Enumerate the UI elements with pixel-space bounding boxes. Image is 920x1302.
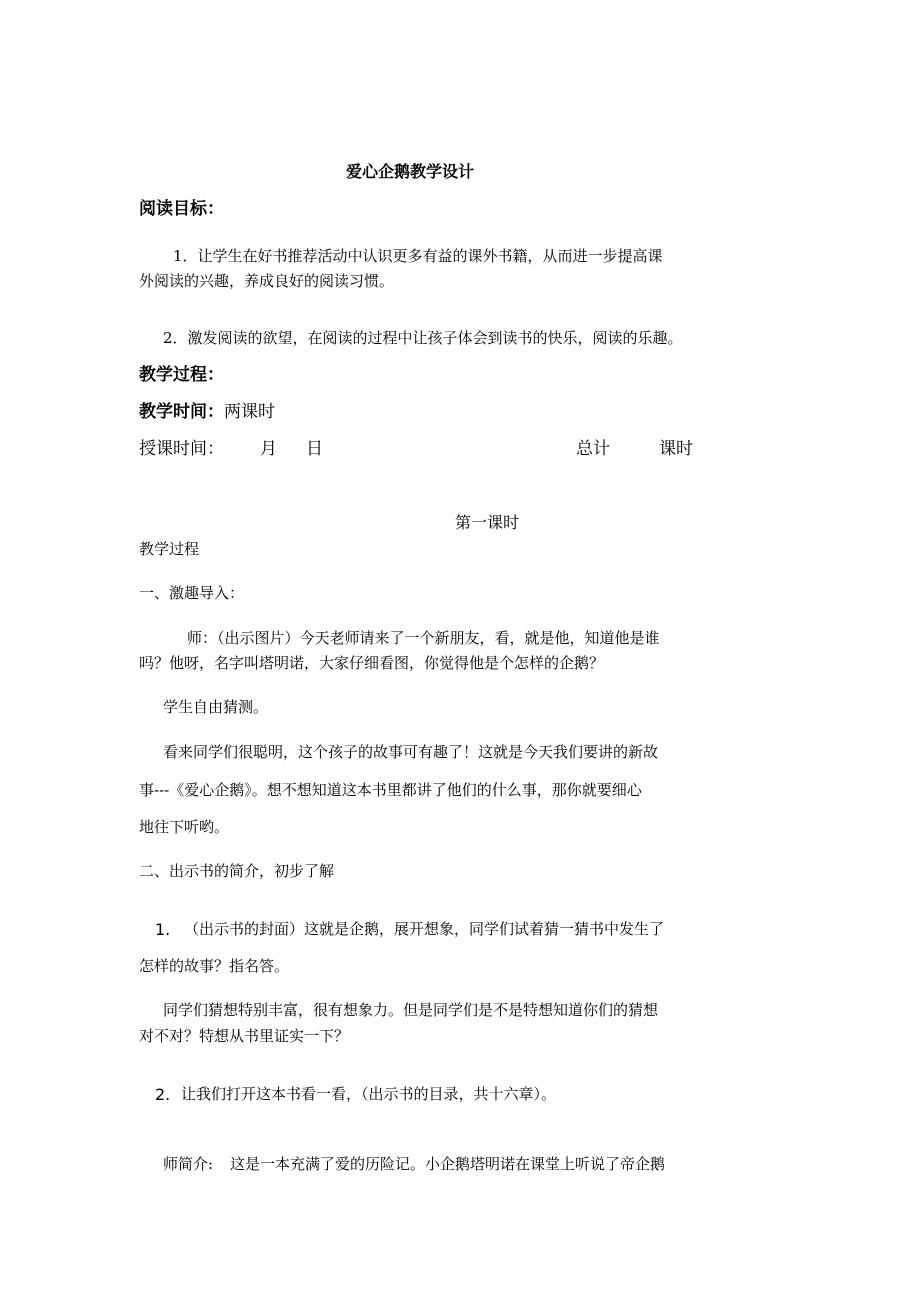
section-2-para-line-2: 对不对？特想从书里证实一下？ [139, 1027, 350, 1045]
teaching-time-label: 教学时间： [139, 402, 224, 422]
item-1-line-2: 怎样的故事？指名答。 [139, 957, 290, 975]
section-2-para-line-1: 同学们猜想特别丰富，很有想象力。但是同学们是不是特想知道你们的猜想 [163, 1001, 659, 1019]
class-time-periods: 课时 [659, 439, 693, 459]
goal-1-line-1: 1．让学生在好书推荐活动中认识更多有益的课外书籍，从而进一步提高课 [173, 247, 663, 265]
teacher-intro-text: 这是一本充满了爱的历险记。小企鹅塔明诺在课堂上听说了帝企鹅 [230, 1155, 666, 1173]
teaching-process-heading: 教学过程： [139, 365, 224, 385]
goal-2: 2．激发阅读的欲望，在阅读的过程中让孩子体会到读书的快乐，阅读的乐趣。 [163, 329, 683, 347]
teaching-time [139, 402, 275, 422]
item-2-number: 2. [155, 1085, 171, 1104]
item-1-number: 1. [155, 920, 171, 939]
students-guess: 学生自由猜测。 [163, 698, 269, 716]
class-time-month: 月 [260, 439, 277, 459]
class-time-total: 总计 [576, 439, 610, 459]
lesson-1-process-label: 教学过程 [139, 540, 200, 558]
class-time-day: 日 [306, 439, 323, 459]
goal-1-line-2: 外阅读的兴趣，养成良好的阅读习惯。 [139, 272, 395, 290]
section-1-para-line-3: 地往下听哟。 [139, 818, 230, 836]
lesson-1-heading: 第一课时 [455, 513, 520, 532]
section-1-para-line-2: 事---《爱心企鹅》。想不想知道这本书里都讲了他们的什么事，那你就要细心 [139, 781, 642, 799]
item-1-line-1: （出示书的封面）这就是企鹅，展开想象，同学们试着猜一猜书中发生了 [184, 920, 665, 938]
section-2-heading: 二、出示书的简介，初步了解 [139, 862, 335, 880]
item-2-text: 让我们打开这本书看一看，（出示书的目录，共十六章）。 [181, 1085, 557, 1103]
page-title: 爱心企鹅教学设计 [346, 162, 475, 181]
teacher-line-2: 吗？他呀，名字叫塔明诺，大家仔细看图，你觉得他是个怎样的企鹅？ [139, 654, 605, 672]
teacher-intro-label: 师简介: [163, 1155, 214, 1173]
class-time-label: 授课时间： [139, 439, 224, 459]
teaching-time-value: 两课时 [224, 402, 275, 422]
section-1-para-line-1: 看来同学们很聪明，这个孩子的故事可有趣了！这就是今天我们要讲的新故 [163, 743, 659, 761]
teacher-line-1: 师：（出示图片）今天老师请来了一个新朋友，看，就是他，知道他是谁 [187, 629, 660, 647]
section-1-heading: 一、激趣导入： [139, 584, 245, 602]
reading-goals-heading: 阅读目标： [139, 199, 224, 219]
